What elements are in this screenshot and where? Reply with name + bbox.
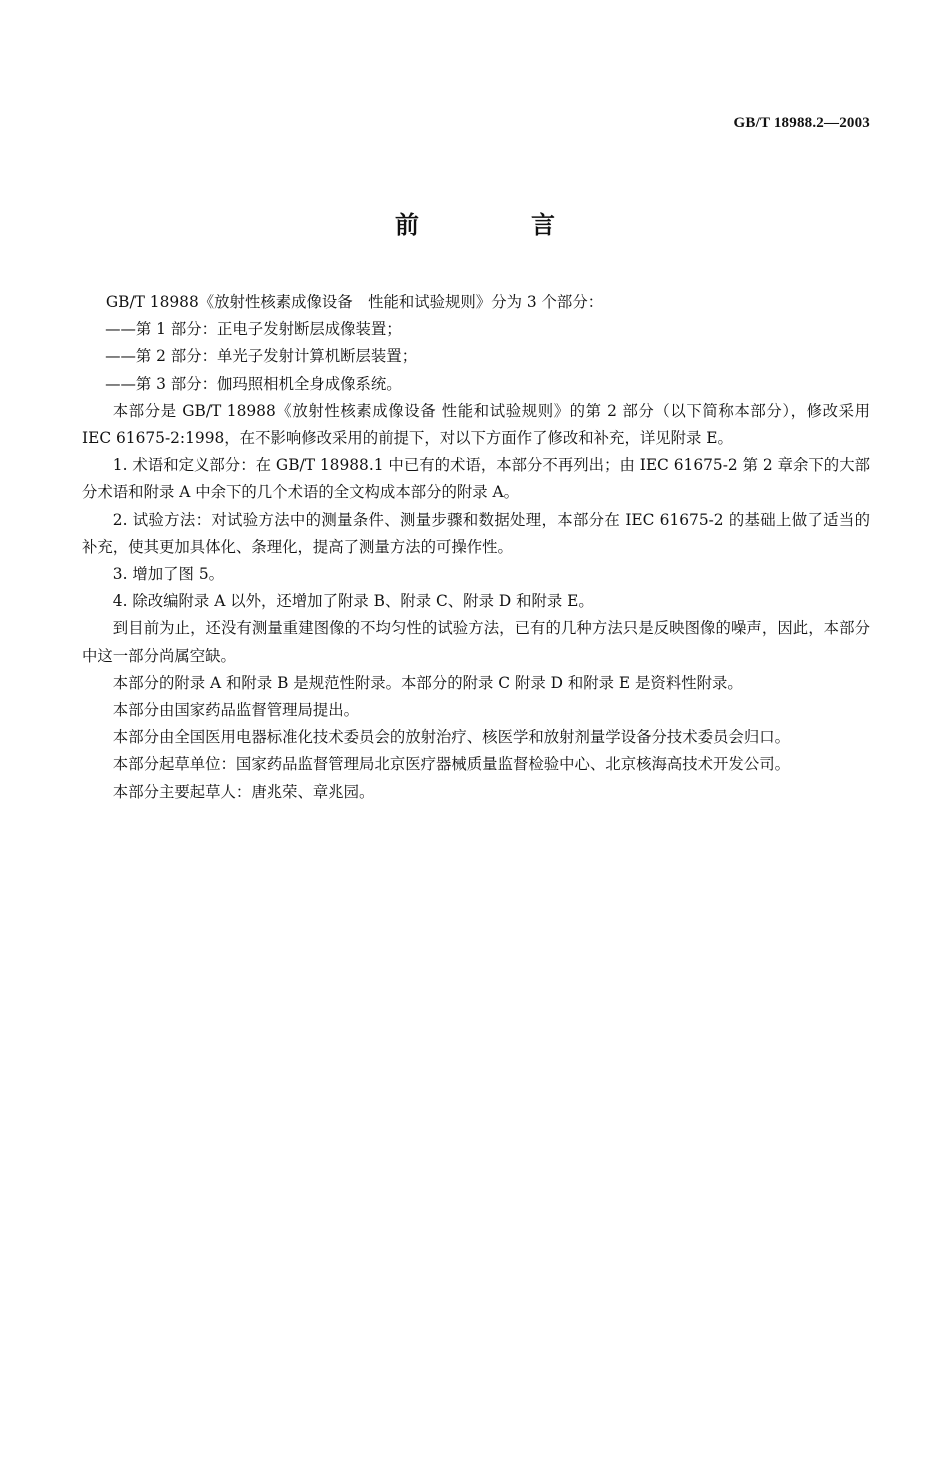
paragraph: 本部分由全国医用电器标准化技术委员会的放射治疗、核医学和放射剂量学设备分技术委员会归口。	[112, 728, 790, 747]
paragraph: 本部分主要起草人：唐兆荣、章兆园。	[112, 782, 375, 801]
document-code: GB/T 18988.2—2003	[733, 115, 870, 131]
paragraph: 本部分的附录 A 和附录 B 是规范性附录。本部分的附录 C 附录 D 和附录 E 是资料性附录。	[112, 673, 743, 692]
paragraph: 1. 术语和定义部分：在 GB/T 18988.1 中已有的术语，本部分不再列出；由 IEC 61675-2 第 2 章余下的大部分术语和附录 A 中余下的几个术语的全文构成本部分的附录 A。	[82, 456, 870, 502]
part-list-item: ——第 1 部分：正电子发射断层成像装置；	[105, 320, 402, 339]
paragraph: 4. 除改编附录 A 以外，还增加了附录 B、附录 C、附录 D 和附录 E。	[112, 592, 594, 611]
page-title: 前 言	[395, 211, 599, 239]
paragraph: 本部分是 GB/T 18988《放射性核素成像设备 性能和试验规则》的第 2 部分（以下简称本部分），修改采用 IEC 61675-2:1998，在不影响修改采用的前提下，对以下方面作了修改和补充，详见附录 E。	[82, 401, 870, 448]
paragraph: 本部分由国家药品监督管理局提出。	[112, 701, 360, 720]
document-body	[82, 289, 870, 806]
part-list-item: ——第 2 部分：单光子发射计算机断层装置；	[105, 347, 418, 366]
part-list-item: ——第 3 部分：伽玛照相机全身成像系统。	[105, 374, 402, 393]
paragraph: 3. 增加了图 5。	[112, 565, 225, 584]
paragraph: 本部分起草单位：国家药品监督管理局北京医疗器械质量监督检验中心、北京核海高技术开发公司。	[112, 755, 790, 774]
paragraph: 到目前为止，还没有测量重建图像的不均匀性的试验方法，已有的几种方法只是反映图像的噪声，因此，本部分中这一部分尚属空缺。	[82, 619, 870, 665]
paragraph: 2. 试验方法：对试验方法中的测量条件、测量步骤和数据处理，本部分在 IEC 61675-2 的基础上做了适当的补充，使其更加具体化、条理化，提高了测量方法的可操作性。	[82, 510, 870, 556]
intro-paragraph: GB/T 18988《放射性核素成像设备 性能和试验规则》分为 3 个部分：	[105, 293, 604, 311]
